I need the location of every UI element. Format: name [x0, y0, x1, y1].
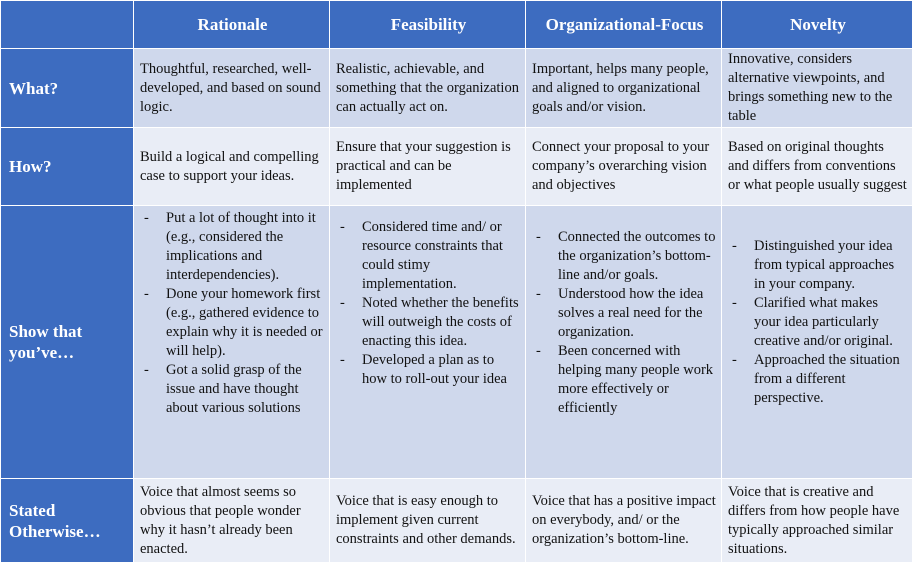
row-header-stated-otherwise: Stated Otherwise… [1, 479, 134, 563]
show-novelty-list [728, 237, 908, 408]
row-stated-otherwise [1, 479, 912, 563]
show-novelty-cell [722, 206, 912, 479]
what-organizational-focus-cell: Important, helps many people, and aligned to organizational goals and/or vision. [526, 49, 722, 128]
row-header-show-that: Show that you’ve… [1, 206, 134, 479]
stated-feasibility-cell: Voice that is easy enough to implement given current constraints and other demands. [330, 479, 526, 563]
row-how [1, 128, 912, 206]
list-item: - Considered time and/ or resource constraints that could stimy implementation. [336, 218, 521, 294]
column-header-organizational-focus: Organizational-Focus [526, 1, 722, 49]
list-item: - Got a solid grasp of the issue and have thought about various solutions [140, 361, 325, 418]
stated-organizational-focus-cell: Voice that has a positive impact on everybody, and/ or the organization’s bottom-line. [526, 479, 722, 563]
row-what [1, 49, 912, 128]
column-header-novelty: Novelty [722, 1, 912, 49]
list-item: - Noted whether the benefits will outweigh the costs of enacting this idea. [336, 294, 521, 351]
column-header-feasibility: Feasibility [330, 1, 526, 49]
how-organizational-focus-cell: Connect your proposal to your company’s overarching vision and objectives [526, 128, 722, 206]
show-feasibility-list [336, 218, 521, 389]
what-rationale-cell: Thoughtful, researched, well-developed, and based on sound logic. [134, 49, 330, 128]
show-organizational-focus-cell [526, 206, 722, 479]
corner-cell [1, 1, 134, 49]
how-feasibility-cell: Ensure that your suggestion is practical and can be implemented [330, 128, 526, 206]
stated-novelty-cell: Voice that is creative and differs from how people have typically approached similar situations. [722, 479, 912, 563]
list-item: - Distinguished your idea from typical approaches in your company. [728, 237, 908, 294]
show-rationale-cell [134, 206, 330, 479]
what-novelty-cell: Innovative, considers alternative viewpoints, and brings something new to the table [722, 49, 912, 128]
stated-rationale-cell: Voice that almost seems so obvious that people wonder why it hasn’t already been enacted. [134, 479, 330, 563]
row-header-how: How? [1, 128, 134, 206]
list-item: - Clarified what makes your idea particularly creative and/or original. [728, 294, 908, 351]
column-header-rationale: Rationale [134, 1, 330, 49]
list-item: - Approached the situation from a different perspective. [728, 351, 908, 408]
how-novelty-cell: Based on original thoughts and differs from conventions or what people usually suggest [722, 128, 912, 206]
show-organizational-focus-list [532, 228, 717, 418]
list-item: - Connected the outcomes to the organization’s bottom-line and/or goals. [532, 228, 717, 285]
list-item: - Understood how the idea solves a real need for the organization. [532, 285, 717, 342]
list-item: - Done your homework first (e.g., gathered evidence to explain why it is needed or will help). [140, 285, 325, 361]
row-header-what: What? [1, 49, 134, 128]
show-rationale-list [140, 209, 325, 418]
header-row [1, 1, 912, 49]
show-feasibility-cell [330, 206, 526, 479]
what-feasibility-cell: Realistic, achievable, and something that the organization can actually act on. [330, 49, 526, 128]
how-rationale-cell: Build a logical and compelling case to support your ideas. [134, 128, 330, 206]
row-show-that [1, 206, 912, 479]
list-item: - Developed a plan as to how to roll-out your idea [336, 351, 521, 389]
list-item: - Put a lot of thought into it (e.g., considered the implications and interdependencies). [140, 209, 325, 285]
list-item: - Been concerned with helping many people work more effectively or efficiently [532, 342, 717, 418]
